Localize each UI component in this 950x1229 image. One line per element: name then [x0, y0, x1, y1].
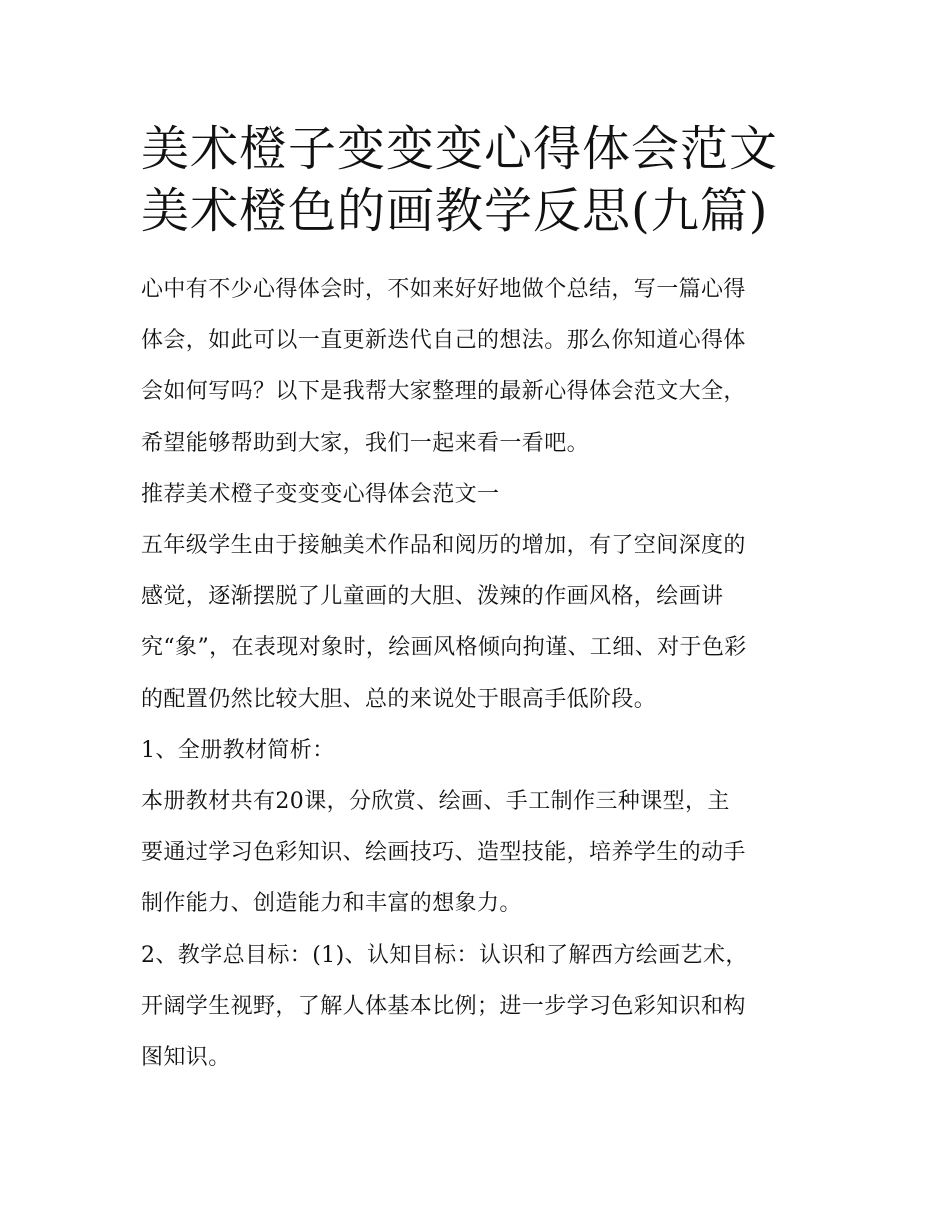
text-line: 图知识。 [141, 1045, 231, 1071]
item-heading [141, 725, 821, 776]
document-page [141, 118, 821, 1083]
body-paragraph [141, 930, 821, 1084]
text-line: 会如何写吗？以下是我帮大家整理的最新心得体会范文大全， [141, 379, 746, 405]
text-line: 2、教学总目标：(1)、认知目标：认识和了解西方绘画艺术， [141, 942, 748, 968]
text-line: 五年级学生由于接触美术作品和阅历的增加，有了空间深度的 [141, 533, 746, 559]
text-line: 开阔学生视野，了解人体基本比例；进一步学习色彩知识和构 [141, 993, 746, 1019]
document-title [141, 118, 821, 242]
text-line: 要通过学习色彩知识、绘画技巧、造型技能，培养学生的动手 [141, 840, 746, 866]
text-line: 1、全册教材简析： [141, 737, 335, 763]
text-line: 的配置仍然比较大胆、总的来说处于眼高手低阶段。 [141, 686, 657, 712]
intro-paragraph [141, 264, 821, 469]
title-line: 美术橙子变变变心得体会范文 [141, 121, 779, 177]
text-line: 本册教材共有20课，分欣赏、绘画、手工制作三种课型，主 [141, 789, 730, 815]
text-line: 体会，如此可以一直更新迭代自己的想法。那么你知道心得体 [141, 328, 746, 354]
body-paragraph [141, 776, 821, 930]
text-line: 心中有不少心得体会时，不如来好好地做个总结，写一篇心得 [141, 277, 746, 302]
text-line: 感觉，逐渐摆脱了儿童画的大胆、泼辣的作画风格，绘画讲 [141, 584, 724, 610]
section-heading [141, 469, 821, 520]
title-line: 美术橙色的画教学反思(九篇) [141, 183, 769, 239]
text-line: 制作能力、创造能力和丰富的想象力。 [141, 891, 522, 917]
body-paragraph [141, 520, 821, 725]
text-line: 推荐美术橙子变变变心得体会范文一 [141, 481, 500, 507]
text-line: 希望能够帮助到大家，我们一起来看一看吧。 [141, 430, 590, 456]
text-line: 究“象”，在表现对象时，绘画风格倾向拘谨、工细、对于色彩 [141, 635, 747, 661]
